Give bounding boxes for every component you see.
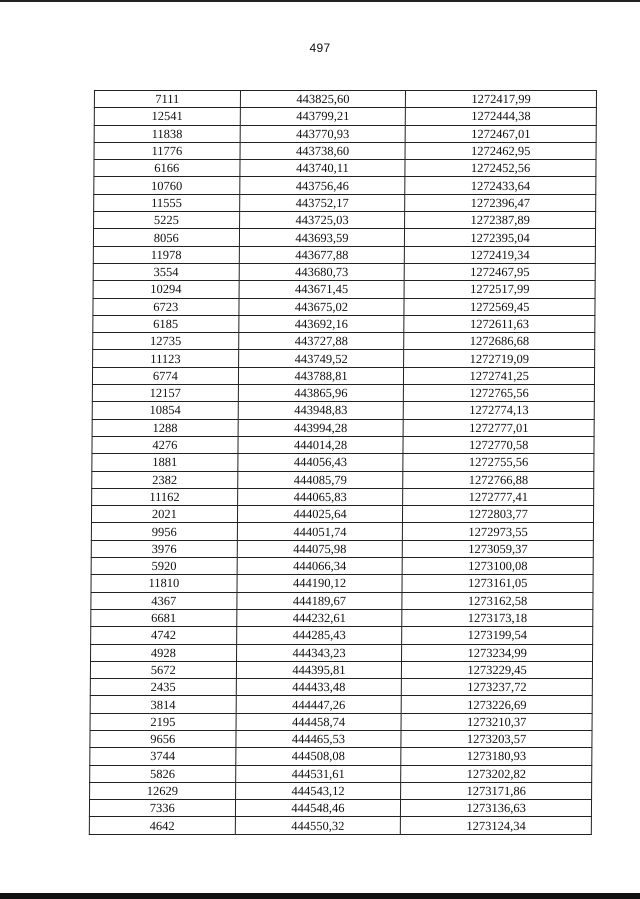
table-row [91, 540, 593, 557]
point-id-cell: 4928 [91, 644, 237, 661]
x-coordinate-cell: 444433,48 [236, 679, 402, 696]
table-row [92, 488, 594, 505]
table-row [91, 592, 593, 609]
x-coordinate-cell: 443727,88 [238, 333, 404, 350]
x-coordinate-cell: 443740,11 [240, 160, 406, 177]
point-id-cell: 11810 [91, 575, 237, 592]
y-coordinate-cell: 1273237,72 [402, 679, 593, 696]
x-coordinate-cell: 444343,23 [236, 644, 402, 661]
table-row [90, 782, 592, 799]
page-number: 497 [309, 41, 331, 55]
y-coordinate-cell: 1273234,99 [402, 644, 593, 661]
table-row [91, 609, 593, 626]
table-row [91, 644, 593, 661]
table-row [93, 246, 595, 263]
x-coordinate-cell: 444543,12 [235, 782, 401, 799]
table-row [93, 263, 595, 280]
y-coordinate-cell: 1273202,82 [401, 765, 592, 782]
point-id-cell: 11162 [92, 488, 238, 505]
coordinate-table-wrapper [89, 90, 597, 834]
point-id-cell: 7336 [89, 800, 235, 817]
y-coordinate-cell: 1273162,58 [402, 592, 593, 609]
y-coordinate-cell: 1272569,45 [404, 298, 595, 315]
point-id-cell: 8056 [93, 229, 239, 246]
y-coordinate-cell: 1272395,04 [405, 229, 596, 246]
point-id-cell: 5826 [90, 765, 236, 782]
point-id-cell: 6681 [91, 609, 237, 626]
point-id-cell: 9656 [90, 730, 236, 747]
table-row [92, 419, 594, 436]
table-row [94, 91, 596, 108]
x-coordinate-cell: 444548,46 [235, 800, 401, 817]
y-coordinate-cell: 1272417,99 [406, 91, 597, 108]
point-id-cell: 5225 [94, 212, 240, 229]
x-coordinate-cell: 443948,83 [238, 402, 404, 419]
point-id-cell: 3814 [90, 696, 236, 713]
y-coordinate-cell: 1272973,55 [403, 523, 594, 540]
y-coordinate-cell: 1273124,34 [401, 817, 592, 834]
table-row [94, 194, 596, 211]
y-coordinate-cell: 1273203,57 [401, 730, 592, 747]
x-coordinate-cell: 444531,61 [235, 765, 401, 782]
table-row [90, 661, 592, 678]
y-coordinate-cell: 1273180,93 [401, 748, 592, 765]
x-coordinate-cell: 443675,02 [239, 298, 405, 315]
point-id-cell: 11978 [93, 246, 239, 263]
point-id-cell: 6185 [93, 315, 239, 332]
point-id-cell: 4367 [91, 592, 237, 609]
table-row [90, 765, 592, 782]
table-row [91, 627, 593, 644]
table-row [93, 298, 595, 315]
x-coordinate-cell: 443865,96 [238, 385, 404, 402]
table-row [91, 558, 593, 575]
point-id-cell: 2435 [90, 679, 236, 696]
x-coordinate-cell: 443680,73 [239, 263, 405, 280]
y-coordinate-cell: 1273199,54 [402, 627, 593, 644]
point-id-cell: 11555 [94, 194, 240, 211]
x-coordinate-cell: 443693,59 [239, 229, 405, 246]
x-coordinate-cell: 444550,32 [235, 817, 401, 834]
x-coordinate-cell: 444025,64 [237, 506, 403, 523]
point-id-cell: 4642 [89, 817, 235, 834]
table-row [92, 402, 594, 419]
table-row [92, 385, 594, 402]
x-coordinate-cell: 443749,52 [238, 350, 404, 367]
table-row [94, 160, 596, 177]
x-coordinate-cell: 444232,61 [236, 609, 402, 626]
table-row [92, 471, 594, 488]
x-coordinate-cell: 443799,21 [240, 108, 406, 125]
table-row [94, 125, 596, 142]
y-coordinate-cell: 1272462,95 [405, 142, 596, 159]
x-coordinate-cell: 444014,28 [238, 436, 404, 453]
x-coordinate-cell: 444075,98 [237, 540, 403, 557]
y-coordinate-cell: 1272719,09 [404, 350, 595, 367]
x-coordinate-cell: 444085,79 [237, 471, 403, 488]
table-row [90, 713, 592, 730]
point-id-cell: 3976 [91, 540, 237, 557]
table-row [90, 748, 592, 765]
point-id-cell: 11123 [93, 350, 239, 367]
x-coordinate-cell: 444051,74 [237, 523, 403, 540]
scan-bottom-edge [0, 893, 640, 899]
x-coordinate-cell: 443692,16 [239, 315, 405, 332]
y-coordinate-cell: 1272517,99 [404, 281, 595, 298]
y-coordinate-cell: 1273226,69 [402, 696, 593, 713]
x-coordinate-cell: 444465,53 [236, 730, 402, 747]
point-id-cell: 12629 [90, 782, 236, 799]
x-coordinate-cell: 444056,43 [238, 454, 404, 471]
y-coordinate-cell: 1273136,63 [401, 800, 592, 817]
y-coordinate-cell: 1272433,64 [405, 177, 596, 194]
y-coordinate-cell: 1272774,13 [404, 402, 595, 419]
y-coordinate-cell: 1272686,68 [404, 333, 595, 350]
y-coordinate-cell: 1272765,56 [404, 385, 595, 402]
point-id-cell: 2021 [91, 506, 237, 523]
y-coordinate-cell: 1273171,86 [401, 782, 592, 799]
point-id-cell: 12157 [92, 385, 238, 402]
point-id-cell: 2195 [90, 713, 236, 730]
y-coordinate-cell: 1273173,18 [402, 609, 593, 626]
point-id-cell: 12541 [94, 108, 240, 125]
y-coordinate-cell: 1273161,05 [402, 575, 593, 592]
table-row [90, 730, 592, 747]
y-coordinate-cell: 1272611,63 [404, 315, 595, 332]
x-coordinate-cell: 443671,45 [239, 281, 405, 298]
point-id-cell: 2382 [92, 471, 238, 488]
table-row [94, 142, 596, 159]
point-id-cell: 7111 [94, 91, 240, 108]
table-body [89, 91, 596, 835]
point-id-cell: 3554 [93, 263, 239, 280]
y-coordinate-cell: 1272777,41 [403, 488, 594, 505]
x-coordinate-cell: 443752,17 [239, 194, 405, 211]
x-coordinate-cell: 443788,81 [238, 367, 404, 384]
x-coordinate-cell: 444458,74 [236, 713, 402, 730]
x-coordinate-cell: 443994,28 [238, 419, 404, 436]
table-row [91, 523, 593, 540]
point-id-cell: 6723 [93, 298, 239, 315]
point-id-cell: 10294 [93, 281, 239, 298]
x-coordinate-cell: 444395,81 [236, 661, 402, 678]
table-row [92, 436, 594, 453]
table-row [90, 696, 592, 713]
table-row [91, 575, 593, 592]
x-coordinate-cell: 444065,83 [237, 488, 403, 505]
y-coordinate-cell: 1272777,01 [403, 419, 594, 436]
point-id-cell: 1881 [92, 454, 238, 471]
x-coordinate-cell: 444285,43 [236, 627, 402, 644]
point-id-cell: 12735 [93, 333, 239, 350]
y-coordinate-cell: 1272766,88 [403, 471, 594, 488]
point-id-cell: 6774 [92, 367, 238, 384]
point-id-cell: 4742 [91, 627, 237, 644]
y-coordinate-cell: 1272803,77 [403, 506, 594, 523]
x-coordinate-cell: 443770,93 [240, 125, 406, 142]
x-coordinate-cell: 443738,60 [240, 142, 406, 159]
x-coordinate-cell: 443756,46 [239, 177, 405, 194]
x-coordinate-cell: 444508,08 [235, 748, 401, 765]
point-id-cell: 5920 [91, 558, 237, 575]
y-coordinate-cell: 1273100,08 [402, 558, 593, 575]
y-coordinate-cell: 1273059,37 [403, 540, 594, 557]
table-row [94, 212, 596, 229]
table-row [93, 229, 595, 246]
table-row [93, 281, 595, 298]
point-id-cell: 3744 [90, 748, 236, 765]
table-row [89, 800, 591, 817]
point-id-cell: 6166 [94, 160, 240, 177]
x-coordinate-cell: 444190,12 [237, 575, 403, 592]
point-id-cell: 11838 [94, 125, 240, 142]
table-row [94, 108, 596, 125]
y-coordinate-cell: 1273210,37 [401, 713, 592, 730]
point-id-cell: 9956 [91, 523, 237, 540]
table-row [91, 506, 593, 523]
table-row [90, 679, 592, 696]
y-coordinate-cell: 1272444,38 [406, 108, 597, 125]
table-row [89, 817, 591, 834]
y-coordinate-cell: 1272755,56 [403, 454, 594, 471]
y-coordinate-cell: 1272741,25 [404, 367, 595, 384]
point-id-cell: 10760 [94, 177, 240, 194]
y-coordinate-cell: 1272419,34 [405, 246, 596, 263]
x-coordinate-cell: 444447,26 [236, 696, 402, 713]
point-id-cell: 5672 [90, 661, 236, 678]
table-row [93, 315, 595, 332]
point-id-cell: 11776 [94, 142, 240, 159]
y-coordinate-cell: 1272396,47 [405, 194, 596, 211]
point-id-cell: 1288 [92, 419, 238, 436]
y-coordinate-cell: 1272387,89 [405, 212, 596, 229]
y-coordinate-cell: 1272770,58 [403, 436, 594, 453]
x-coordinate-cell: 443677,88 [239, 246, 405, 263]
table-row [92, 367, 594, 384]
y-coordinate-cell: 1272467,95 [405, 263, 596, 280]
x-coordinate-cell: 444189,67 [237, 592, 403, 609]
y-coordinate-cell: 1273229,45 [402, 661, 593, 678]
x-coordinate-cell: 444066,34 [237, 558, 403, 575]
coordinate-table [89, 90, 597, 835]
x-coordinate-cell: 443825,60 [240, 91, 406, 108]
table-row [93, 333, 595, 350]
scan-top-edge [0, 0, 640, 2]
y-coordinate-cell: 1272452,56 [405, 160, 596, 177]
table-row [93, 350, 595, 367]
point-id-cell: 10854 [92, 402, 238, 419]
point-id-cell: 4276 [92, 436, 238, 453]
table-row [92, 454, 594, 471]
y-coordinate-cell: 1272467,01 [405, 125, 596, 142]
table-row [94, 177, 596, 194]
x-coordinate-cell: 443725,03 [239, 212, 405, 229]
